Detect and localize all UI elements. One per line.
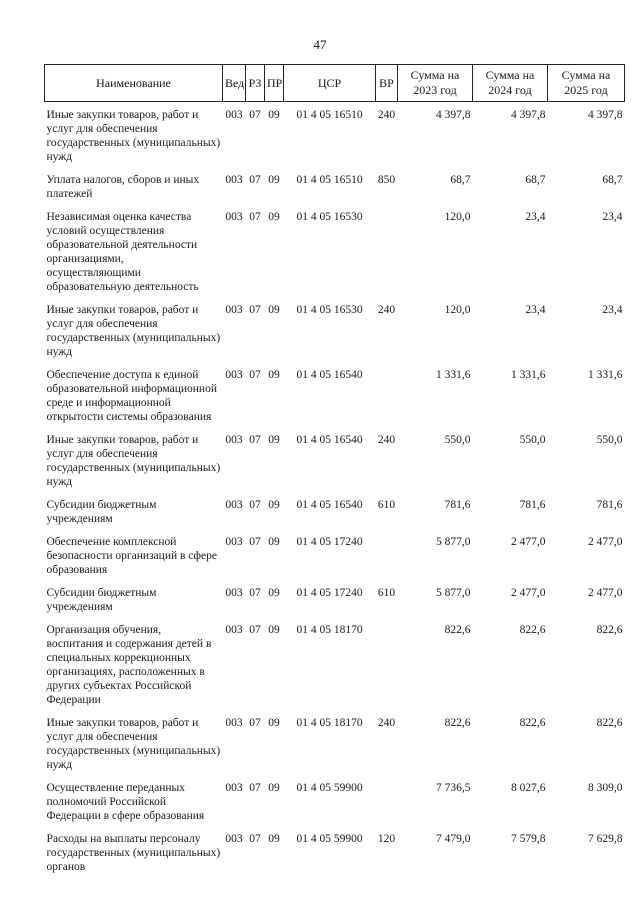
row-sum-2024: 8 027,6: [511, 782, 546, 794]
row-csr: 01 4 05 16530: [296, 211, 363, 223]
row-name: Организация обучения, воспитания и содержания детей в специальных коррекционных организациях, расположенных в других субъектах Российской Федерации: [46, 624, 212, 706]
row-rz: 07: [249, 174, 261, 186]
row-sum-2025: 781,6: [596, 499, 623, 511]
row-ved: 003: [225, 624, 243, 636]
row-name: Уплата налогов, сборов и иных платежей: [46, 174, 200, 200]
table-header-row: [45, 65, 625, 102]
row-ved: 003: [225, 211, 243, 223]
header-pr: ПР: [265, 65, 284, 102]
row-vr: 850: [377, 174, 396, 186]
row-pr: 09: [268, 587, 280, 599]
row-sum-2025: 822,6: [596, 717, 623, 729]
row-ved: 003: [225, 587, 243, 599]
row-vr: [376, 781, 398, 832]
header-sum-2025: Сумма на 2025 год: [548, 65, 625, 102]
table-row: [45, 781, 625, 832]
row-name: Обеспечение доступа к единой образовательной информационной среде и информационной открытости системы образования: [46, 369, 217, 423]
table-row: [45, 623, 625, 716]
row-pr: 09: [268, 499, 280, 511]
row-vr: 610: [377, 499, 396, 511]
row-rz: 07: [249, 624, 261, 636]
row-rz: 07: [249, 833, 261, 845]
row-name: Расходы на выплаты персоналу государственных (муниципальных) органов: [46, 833, 221, 873]
row-sum-2023: 822,6: [444, 717, 471, 729]
row-vr: [376, 368, 398, 433]
table-row: [45, 433, 625, 498]
row-sum-2024: 2 477,0: [511, 536, 546, 548]
row-csr: 01 4 05 17240: [296, 536, 363, 548]
row-ved: 003: [225, 499, 243, 511]
row-csr: 01 4 05 16530: [296, 304, 363, 316]
row-sum-2024: 822,6: [519, 624, 546, 636]
row-name: Иные закупки товаров, работ и услуг для обеспечения государственных (муниципальных) нужд: [46, 304, 221, 358]
row-sum-2023: 5 877,0: [436, 587, 471, 599]
row-vr: [376, 623, 398, 716]
row-sum-2023: 1 331,6: [436, 369, 471, 381]
row-ved: 003: [225, 717, 243, 729]
row-sum-2024: 4 397,8: [511, 109, 546, 121]
row-sum-2024: 23,4: [525, 304, 546, 316]
row-name: Иные закупки товаров, работ и услуг для обеспечения государственных (муниципальных) нужд: [46, 717, 221, 771]
row-name: Независимая оценка качества условий осуществления образовательной деятельности организациями, осуществляющими образовательную деятельность: [46, 211, 199, 293]
row-sum-2023: 7 736,5: [436, 782, 471, 794]
row-sum-2025: 1 331,6: [588, 369, 623, 381]
row-csr: 01 4 05 16510: [296, 109, 363, 121]
row-sum-2023: 4 397,8: [436, 109, 471, 121]
row-vr: 610: [377, 587, 396, 599]
row-sum-2025: 822,6: [596, 624, 623, 636]
row-sum-2025: 550,0: [596, 434, 623, 446]
row-sum-2023: 781,6: [444, 499, 471, 511]
row-rz: 07: [249, 717, 261, 729]
row-rz: 07: [249, 211, 261, 223]
table-row: [45, 586, 625, 623]
row-rz: 07: [249, 536, 261, 548]
row-csr: 01 4 05 59900: [296, 833, 363, 845]
header-rz: РЗ: [246, 65, 265, 102]
row-name: Иные закупки товаров, работ и услуг для обеспечения государственных (муниципальных) нужд: [46, 434, 221, 488]
row-sum-2025: 2 477,0: [588, 536, 623, 548]
row-csr: 01 4 05 17240: [296, 587, 363, 599]
row-rz: 07: [249, 587, 261, 599]
budget-table: [44, 64, 625, 883]
row-name: Субсидии бюджетным учреждениям: [46, 587, 157, 613]
row-ved: 003: [225, 536, 243, 548]
row-name: Иные закупки товаров, работ и услуг для обеспечения государственных (муниципальных) нужд: [46, 109, 221, 163]
table-row: [45, 832, 625, 883]
row-csr: 01 4 05 16510: [296, 174, 363, 186]
header-sum-2024: Сумма на 2024 год: [473, 65, 548, 102]
row-rz: 07: [249, 369, 261, 381]
row-ved: 003: [225, 782, 243, 794]
row-sum-2023: 7 479,0: [436, 833, 471, 845]
row-sum-2024: 68,7: [525, 174, 546, 186]
header-name: Наименование: [45, 65, 223, 102]
row-rz: 07: [249, 109, 261, 121]
row-sum-2025: 2 477,0: [588, 587, 623, 599]
row-rz: 07: [249, 434, 261, 446]
table-row: [45, 102, 625, 174]
row-vr: [376, 535, 398, 586]
row-ved: 003: [225, 833, 243, 845]
row-csr: 01 4 05 18170: [296, 624, 363, 636]
row-sum-2023: 550,0: [444, 434, 471, 446]
row-pr: 09: [268, 369, 280, 381]
row-sum-2025: 23,4: [602, 211, 623, 223]
row-csr: 01 4 05 16540: [296, 369, 363, 381]
header-ved: Вед: [223, 65, 246, 102]
row-sum-2023: 5 877,0: [436, 536, 471, 548]
row-ved: 003: [225, 369, 243, 381]
row-csr: 01 4 05 16540: [296, 434, 363, 446]
row-sum-2025: 4 397,8: [588, 109, 623, 121]
row-sum-2025: 23,4: [602, 304, 623, 316]
row-name: Субсидии бюджетным учреждениям: [46, 499, 157, 525]
row-name: Обеспечение комплексной безопасности организаций в сфере образования: [46, 536, 217, 576]
row-pr: 09: [268, 109, 280, 121]
row-csr: 01 4 05 16540: [296, 499, 363, 511]
row-pr: 09: [268, 624, 280, 636]
row-rz: 07: [249, 782, 261, 794]
row-sum-2024: 781,6: [519, 499, 546, 511]
table-row: [45, 498, 625, 535]
table-row: [45, 368, 625, 433]
row-pr: 09: [268, 174, 280, 186]
row-csr: 01 4 05 59900: [296, 782, 363, 794]
row-rz: 07: [249, 304, 261, 316]
row-pr: 09: [268, 717, 280, 729]
table-row: [45, 210, 625, 303]
row-ved: 003: [225, 434, 243, 446]
row-sum-2023: 822,6: [444, 624, 471, 636]
row-vr: 240: [377, 304, 396, 316]
row-vr: 240: [377, 109, 396, 121]
row-sum-2024: 23,4: [525, 211, 546, 223]
row-vr: [376, 210, 398, 303]
table-row: [45, 173, 625, 210]
row-name: Осуществление переданных полномочий Российской Федерации в сфере образования: [46, 782, 205, 822]
table-row: [45, 535, 625, 586]
row-sum-2023: 120,0: [444, 304, 471, 316]
row-rz: 07: [249, 499, 261, 511]
row-pr: 09: [268, 782, 280, 794]
header-vr: ВР: [376, 65, 398, 102]
row-pr: 09: [268, 833, 280, 845]
row-sum-2024: 550,0: [519, 434, 546, 446]
row-pr: 09: [268, 536, 280, 548]
row-sum-2024: 1 331,6: [511, 369, 546, 381]
row-sum-2025: 68,7: [602, 174, 623, 186]
page-number: 47: [313, 37, 327, 52]
row-ved: 003: [225, 174, 243, 186]
row-sum-2025: 7 629,8: [588, 833, 623, 845]
row-pr: 09: [268, 434, 280, 446]
row-vr: 240: [377, 717, 396, 729]
row-pr: 09: [268, 211, 280, 223]
row-sum-2024: 822,6: [519, 717, 546, 729]
row-vr: 120: [377, 833, 396, 845]
row-ved: 003: [225, 109, 243, 121]
row-sum-2024: 2 477,0: [511, 587, 546, 599]
row-vr: 240: [377, 434, 396, 446]
header-csr: ЦСР: [284, 65, 376, 102]
row-ved: 003: [225, 304, 243, 316]
row-pr: 09: [268, 304, 280, 316]
row-sum-2025: 8 309,0: [588, 782, 623, 794]
row-sum-2024: 7 579,8: [511, 833, 546, 845]
row-csr: 01 4 05 18170: [296, 717, 363, 729]
table-row: [45, 303, 625, 368]
row-sum-2023: 120,0: [444, 211, 471, 223]
row-sum-2023: 68,7: [450, 174, 471, 186]
header-sum-2023: Сумма на 2023 год: [398, 65, 473, 102]
table-row: [45, 716, 625, 781]
